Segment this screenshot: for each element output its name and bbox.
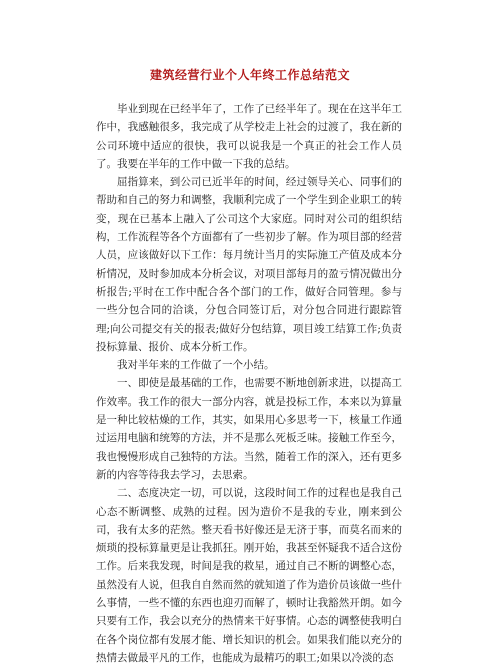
paragraph-duties: 屈指算来，到公司已近半年的时间，经过领导关心、同事们的帮助和自己的努力和调整，我顺利完成了一个学生到企业职工的转变，现在已基本上融入了公司这个大家庭。同时对公司的组织结构，工作流程等各个方面都有了一些初步了解。作为项目部的经营人员，应该做好以下工作：每月统计当月的实际施工产值及成本分析情况，及时参加成本分析会议，对项目部每月的盈亏情况做出分析报告;平时在工作中配合各个部门的工作，做好合同管理。参与一些分包合同的洽谈，分包合同签订后，对分包合同进行跟踪管理;向公司提交有关的报表;做好分包结算，项目竣工结算工作;负责投标算量、报价、成本分析工作。	[96, 176, 402, 353]
paragraph-point-two: 二、态度决定一切，可以说，这段时间工作的过程也是我自己心态不断调整、成熟的过程。因为造价不是我的专业，刚来到公司，我有太多的茫然。整天看书好像还是无济于事，而莫名而来的烦琐的投标算量更是让我抓狂。刚开始，我甚至怀疑我不适合这份工作。后来我发现，时间是我的救星，通过自己不断的调整心态，虽然没有人说，但我自自然而然的就知道了作为造价员该做一些什么事情，一些不懂的东西也迎刃而解了，顿时让我豁然开朗。如今只要有工作，我会以充分的热情来干好事情。心态的调整使我明白在各个岗位都有发展才能、增长知识的机会。如果我们能以充分的热情去做最平凡的工作，也能成为最精巧的职工;如果以冷淡的态	[96, 487, 402, 664]
document-title: 建筑经营行业个人年终工作总结范文	[149, 68, 350, 82]
paragraph-summary-lead: 我对半年来的工作做了一个小结。	[117, 359, 275, 372]
paragraph-intro: 毕业到现在已经半年了，工作了已经半年了。现在在这半年工作中，我感触很多，我完成了从学校走上社会的过渡了，我在新的公司环境中适应的很快，我可以说我是一个真正的社会工作人员了。我要在半年的工作中做一下我的总结。	[96, 103, 402, 170]
document-body	[96, 100, 402, 667]
paragraph-point-one: 一、即使是最基础的工作，也需要不断地创新求进，以提高工作效率。我工作的很大一部分内容，就是投标工作，本来以为算量是一种比较枯燥的工作，其实，如果用心多思考一下，核量工作通过运用电脑和统筹的方法，并不是那么死板乏味。接触工作至今，我也慢慢形成自己独特的方法。当然，随着工作的深入，还有更多新的内容等待我去学习，去思索。	[96, 377, 402, 481]
